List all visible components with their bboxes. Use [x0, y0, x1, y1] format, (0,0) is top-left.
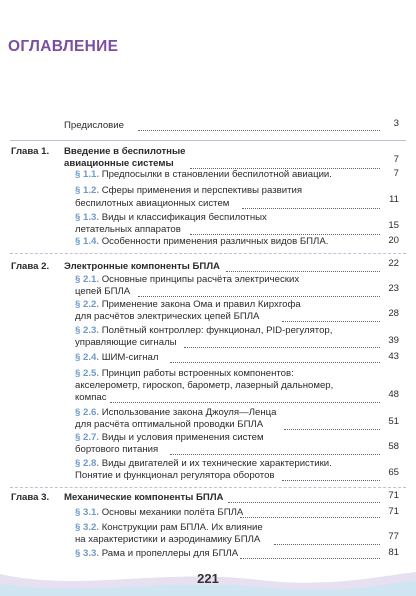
page-ref: 28 — [388, 308, 399, 319]
section-title-cont: на характеристики и аэродинамику БПЛА — [75, 534, 261, 545]
page-ref: 7 — [393, 154, 399, 165]
section-title: Применение закона Ома и правил Кирхгофа — [101, 299, 301, 310]
page-ref: 20 — [388, 235, 399, 246]
leader-dots — [240, 558, 380, 559]
page-title: ОГЛАВЛЕНИЕ — [8, 38, 119, 55]
section-title-cont: акселерометр, гироскоп, барометр, лазерный дальномер, — [75, 380, 334, 391]
page-ref: 48 — [388, 389, 399, 400]
section-title-cont: Понятие и функционал регулятора оборотов — [75, 470, 275, 481]
section-number: § 2.8. — [75, 458, 100, 469]
chapter-label: Глава 3. — [11, 492, 50, 503]
section-title: Рама и пропеллеры для БПЛА — [101, 548, 239, 559]
section-number: § 2.5. — [75, 368, 100, 379]
section-number: § 2.6. — [75, 407, 100, 418]
leader-dots — [282, 480, 380, 481]
section-title: Конструкции рам БПЛА. Их влияние — [101, 522, 263, 533]
leader-dots — [138, 130, 380, 131]
page-ref: 65 — [388, 467, 399, 478]
chapter-title: Электронные компоненты БПЛА — [64, 261, 220, 272]
section-number: § 1.4. — [75, 236, 100, 247]
page-ref: 71 — [388, 490, 399, 501]
section-title-cont: управляющие сигналы — [75, 337, 177, 348]
leader-dots — [184, 347, 380, 348]
toc-item — [75, 432, 264, 444]
toc-item — [75, 522, 263, 534]
page-ref: 7 — [393, 168, 399, 179]
section-number: § 3.2. — [75, 522, 100, 533]
section-title: ШИМ-сигнал — [101, 352, 159, 363]
toc-item — [75, 274, 299, 286]
separator — [10, 140, 406, 141]
section-title-cont: цепей БПЛА — [75, 286, 131, 297]
leader-dots — [242, 208, 380, 209]
leader-dots — [190, 234, 380, 235]
page-ref: 58 — [388, 441, 399, 452]
chapter-label: Глава 1. — [11, 146, 50, 157]
section-number: § 2.1. — [75, 274, 100, 285]
toc-item — [75, 407, 276, 419]
section-title: Сферы применения и перспективы развития — [101, 185, 303, 196]
toc-item — [75, 325, 332, 337]
chapter-title: авиационные системы — [64, 158, 174, 169]
section-number: § 1.1. — [75, 169, 100, 180]
toc-item — [75, 169, 332, 181]
leader-dots — [170, 362, 380, 363]
section-title: Принцип работы встроенных компонентов: — [101, 368, 294, 379]
toc-item — [75, 212, 267, 224]
page-ref: 77 — [388, 531, 399, 542]
leader-dots — [228, 502, 380, 503]
section-title: Предпосылки в становлении беспилотной авиации. — [101, 169, 332, 180]
page-ref: 39 — [388, 335, 399, 346]
chapter-title: Введение в беспилотные — [64, 146, 186, 157]
section-title-cont: бортового питания — [75, 444, 159, 455]
page-ref: 51 — [388, 416, 399, 427]
toc-item — [75, 368, 294, 380]
section-title: Виды двигателей и их технические характеристики. — [101, 458, 332, 469]
section-title-cont: компас — [75, 392, 107, 403]
toc-item — [75, 236, 328, 248]
page-ref: 15 — [388, 220, 399, 231]
toc-item — [75, 299, 301, 311]
section-number: § 1.3. — [75, 212, 100, 223]
section-title: Виды и условия применения систем — [101, 432, 264, 443]
leader-dots — [226, 271, 380, 272]
section-title: Использование закона Джоуля—Ленца — [101, 407, 277, 418]
section-title-cont: для расчётов электрических цепей БПЛА — [75, 311, 260, 322]
leader-dots — [138, 296, 380, 297]
section-title: Особенности применения различных видов БПЛА. — [101, 236, 329, 247]
section-number: § 3.3. — [75, 548, 100, 559]
leader-dots — [110, 402, 380, 403]
page-number: 221 — [197, 571, 219, 586]
chapter-label: Глава 2. — [11, 261, 50, 272]
section-title-cont: беспилотных авиационных систем — [75, 198, 230, 209]
section-number: § 3.1. — [75, 507, 100, 518]
page-ref: 81 — [388, 547, 399, 558]
section-number: § 2.7. — [75, 432, 100, 443]
toc-item — [75, 352, 158, 364]
leader-dots — [274, 544, 380, 545]
section-title-cont: летательных аппаратов — [75, 224, 181, 235]
leader-dots — [282, 321, 380, 322]
page-ref: 11 — [389, 194, 399, 205]
section-number: § 1.2. — [75, 185, 100, 196]
section-title: Виды и классификация беспилотных — [101, 212, 267, 223]
toc-item — [75, 548, 238, 560]
page-ref: 71 — [388, 506, 399, 517]
section-title-cont: для расчёта оптимальной проводки БПЛА — [75, 419, 264, 430]
leader-dots — [170, 454, 380, 455]
leader-dots — [240, 517, 380, 518]
section-title: Основные принципы расчёта электрических — [101, 274, 300, 285]
section-number: § 2.4. — [75, 352, 100, 363]
page-ref: 22 — [388, 258, 399, 269]
separator — [10, 253, 406, 254]
section-title: Полётный контроллер: функционал, PID-регулятор, — [101, 325, 333, 336]
page-ref: 23 — [388, 283, 399, 294]
toc-item — [75, 507, 243, 519]
section-number: § 2.2. — [75, 299, 100, 310]
section-number: § 2.3. — [75, 325, 100, 336]
section-title: Основы механики полёта БПЛА — [101, 507, 244, 518]
leader-dots — [284, 429, 380, 430]
preface-label: Предисловие — [64, 120, 124, 131]
toc-item — [75, 458, 332, 470]
separator — [10, 487, 406, 488]
page-ref: 3 — [393, 118, 399, 129]
chapter-title: Механические компоненты БПЛА — [64, 492, 224, 503]
page-ref: 43 — [388, 351, 399, 362]
toc-item — [75, 185, 302, 197]
